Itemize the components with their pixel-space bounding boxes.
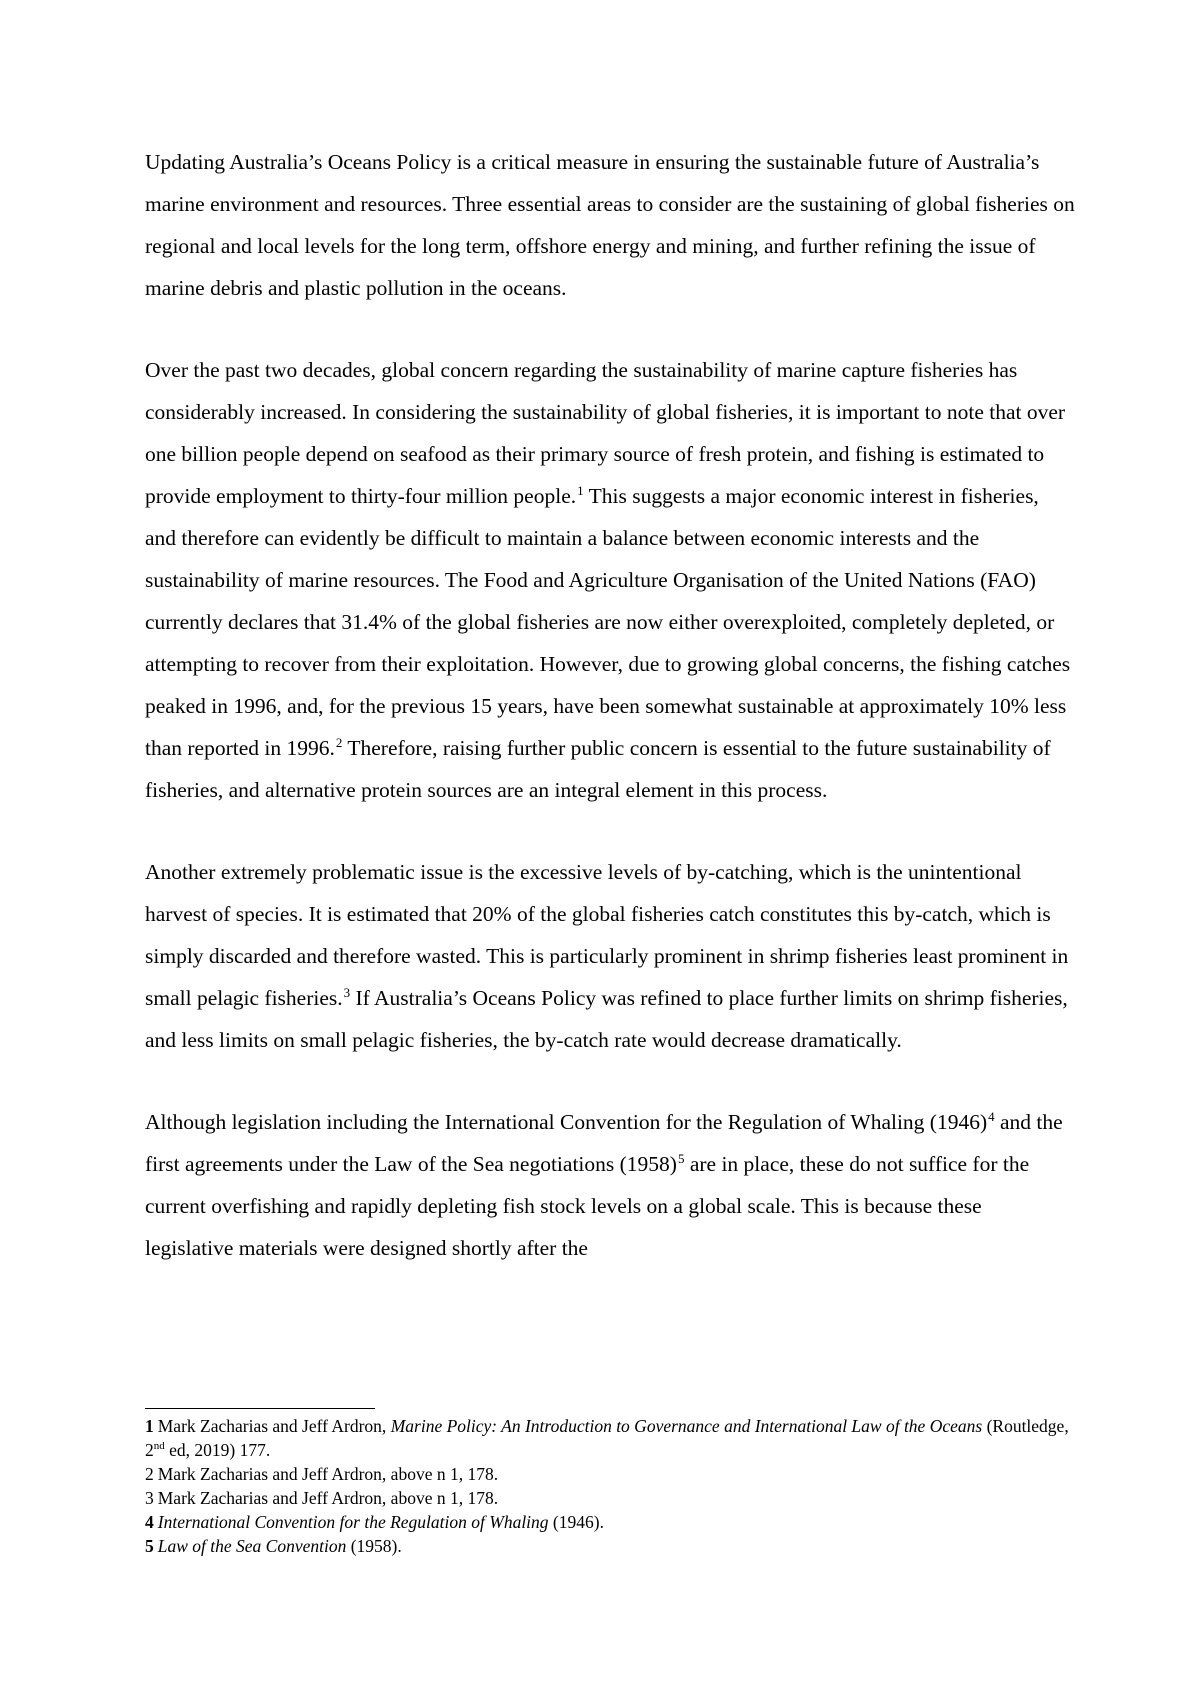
footnote <box>145 1510 1075 1534</box>
footnote-reference[interactable]: 2 <box>335 734 343 750</box>
footnote-text: Mark Zacharias and Jeff Ardron, above n 1, 178. <box>157 1464 499 1484</box>
footnote-text: Mark Zacharias and Jeff Ardron, <box>157 1416 391 1436</box>
footnote-title: International Convention for the Regulation of Whaling <box>157 1512 549 1532</box>
body-text <box>145 141 1075 1269</box>
footnote-reference[interactable]: 3 <box>343 984 351 1000</box>
paragraph-text: This suggests a major economic interest in fisheries, and therefore can evidently be difficult to maintain a balance between economic interests and the sustainability of marine resources. The Food and Agriculture Organisation of the United Nations (FAO) currently declares that 31.4% of the global fisheries are now either overexploited, completely depleted, or attempting to recover from their exploitation. However, due to growing global concerns, the fishing catches peaked in 1996, and, for the previous 15 years, have been somewhat sustainable at approximately 10% less than reported in 1996. <box>145 484 1071 760</box>
paragraph <box>145 1101 1075 1269</box>
footnote-text: nd <box>153 1440 165 1453</box>
footnote <box>145 1486 1075 1510</box>
paragraph <box>145 141 1075 309</box>
footnote-text: (1946). <box>548 1512 604 1532</box>
footnote-separator <box>145 1408 375 1409</box>
footnote <box>145 1462 1075 1486</box>
paragraph-text: are in place, these do not suffice for the current overfishing and rapidly depleting fish stock levels on a global scale. This is because these legislative materials were designed shortly after the <box>145 1152 1030 1260</box>
footnote-title: Marine Policy: An Introduction to Governance and International Law of the Oceans <box>390 1416 983 1436</box>
footnote-title: Law of the Sea Convention <box>157 1536 347 1556</box>
footnote-number: 5 <box>145 1536 154 1556</box>
footnote-text: Mark Zacharias and Jeff Ardron, above n 1, 178. <box>157 1488 499 1508</box>
footnote-number: 3 <box>145 1488 154 1508</box>
footnote-reference[interactable]: 1 <box>577 482 584 498</box>
paragraph-text: If Australia’s Oceans Policy was refined to place further limits on shrimp fisheries, and less limits on small pelagic fisheries, the by-catch rate would decrease dramatically. <box>145 986 1068 1052</box>
footnote-number: 4 <box>145 1512 154 1532</box>
paragraph-text: Therefore, raising further public concern is essential to the future sustainability of fisheries, and alternative protein sources are an integral element in this process. <box>145 736 1051 802</box>
footnote-reference[interactable]: 4 <box>988 1108 995 1124</box>
paragraph-text: Over the past two decades, global concern regarding the sustainability of marine capture fisheries has considerably increased. In considering the sustainability of global fisheries, it is important to note that over one billion people depend on seafood as their primary source of fresh protein, and fishing is estimated to provide employment to thirty-four million people. <box>145 358 1066 508</box>
footnote-number: 1 <box>145 1416 154 1436</box>
paragraph <box>145 349 1075 811</box>
footnote <box>145 1414 1075 1462</box>
paragraph <box>145 851 1075 1061</box>
footnote <box>145 1534 1075 1558</box>
paragraph-text: Although legislation including the International Convention for the Regulation of Whaling (1946) <box>145 1110 988 1134</box>
footnote-number: 2 <box>145 1464 154 1484</box>
paragraph-text: and the first agreements under the Law of the Sea negotiations (1958) <box>145 1110 1063 1176</box>
footnote-text: (Routledge, 2 <box>145 1416 1069 1460</box>
footnote-text: (1958). <box>346 1536 402 1556</box>
footnotes <box>145 1414 1075 1558</box>
footnote-text: ed, 2019) 177. <box>164 1440 271 1460</box>
footnote-reference[interactable]: 5 <box>677 1150 685 1166</box>
paragraph-text: Updating Australia’s Oceans Policy is a critical measure in ensuring the sustainable future of Australia’s marine environment and resources. Three essential areas to consider are the sustaining of global fisheries on regional and local levels for the long term, offshore energy and mining, and further refining the issue of marine debris and plastic pollution in the oceans. <box>145 150 1075 300</box>
paragraph-text: Another extremely problematic issue is the excessive levels of by-catching, which is the unintentional harvest of species. It is estimated that 20% of the global fisheries catch constitutes this by-catch, which is simply discarded and therefore wasted. This is particularly prominent in shrimp fisheries least prominent in small pelagic fisheries. <box>145 860 1069 1010</box>
